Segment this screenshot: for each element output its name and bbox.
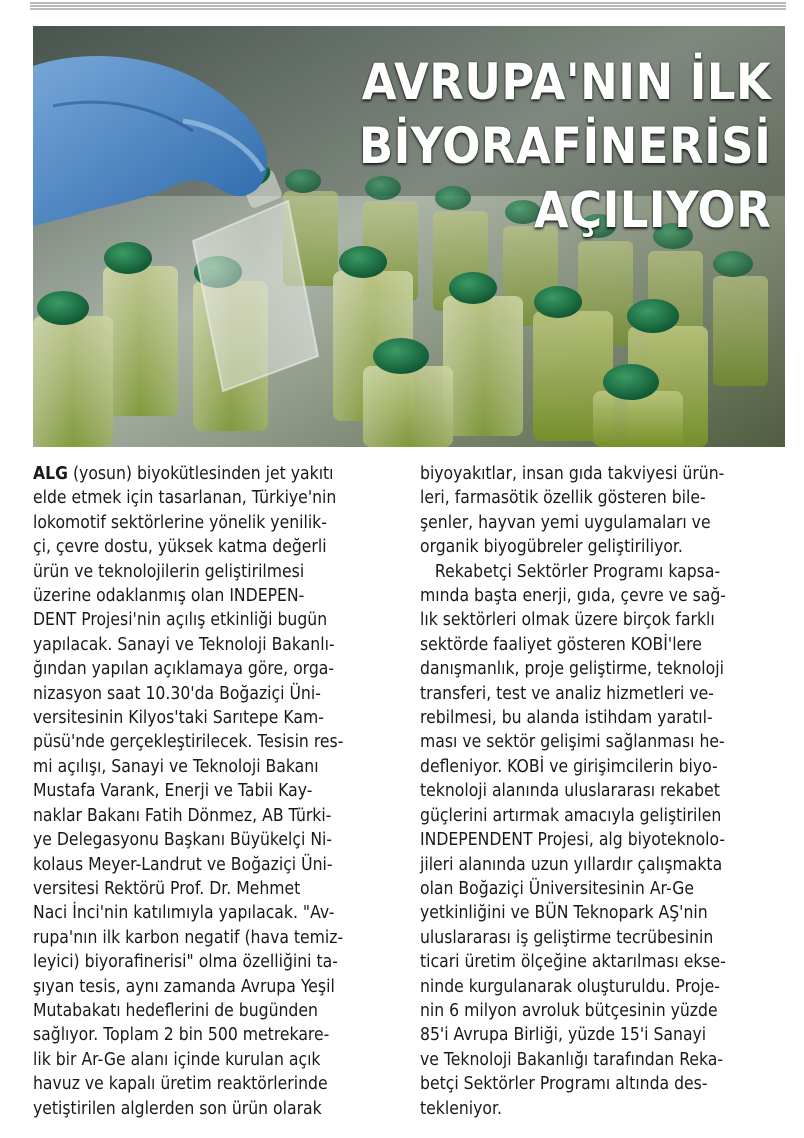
text-line: lik bir Ar-Ge alanı içinde kurulan açık (33, 1049, 321, 1070)
text-line: yetiştirilen alglerden son ürün olarak (33, 1098, 322, 1119)
text-line (33, 462, 395, 486)
text-line: sektörde faaliyet gösteren KOBİ'lere (420, 634, 702, 655)
text-line: ğından yapılan açıklamaya göre, orga- (33, 659, 335, 680)
text-line: lokomotif sektörlerine yönelik yenilik- (33, 512, 327, 533)
text-line: yapılacak. Sanayi ve Teknoloji Bakanlı- (33, 634, 335, 655)
text-line: çi, çevre dostu, yüksek katma değerli (33, 537, 327, 558)
text-line: INDEPENDENT Projesi, alg biyoteknolo- (420, 830, 726, 851)
text-line: ması ve sektör gelişimi sağlanması he- (420, 732, 725, 753)
text-line: rebilmesi, bu alanda istihdam yaratıl- (420, 708, 713, 729)
text-line: leri, farmasötik özellik gösteren bile- (420, 488, 706, 509)
text-line: rupa'nın ilk karbon negatif (hava temiz- (33, 927, 344, 948)
text-line: nizasyon saat 10.30'da Boğaziçi Üni- (33, 683, 321, 704)
text-line: leyici) biyorafinerisi" olma özelliğini ta- (33, 952, 338, 973)
text-line: şenler, hayvan yemi uygulamaları ve (420, 512, 711, 533)
text-line: ve Teknoloji Bakanlığı tarafından Reka- (420, 1049, 724, 1070)
text-line: naklar Bakanı Fatih Dönmez, AB Türki- (33, 805, 332, 826)
top-rule (30, 2, 786, 11)
article-column-right (420, 462, 785, 1121)
text-line: DENT Projesi'nin açılış etkinliği bugün (33, 610, 328, 631)
headline-line-3: AÇILIYOR (533, 181, 771, 239)
text-line: Mutabakatı hedeflerini de bugünden (33, 1000, 318, 1021)
text-line: danışmanlık, proje geliştirme, teknoloji (420, 659, 724, 680)
text-line: üzerine odaklanmış olan INDEPEN- (33, 586, 305, 607)
text-line: Mustafa Varank, Enerji ve Tabii Kay- (33, 781, 313, 802)
text-line: güçlerini artırmak amacıyla geliştirilen (420, 805, 722, 826)
text-line: sağlıyor. Toplam 2 bin 500 metrekare- (33, 1025, 330, 1046)
text-line: versitesi Rektörü Prof. Dr. Mehmet (33, 878, 301, 899)
text-line: transferi, test ve analiz hizmetleri ve- (420, 683, 714, 704)
text-line: elde etmek için tasarlanan, Türkiye'nin (33, 488, 337, 509)
article-column-left (33, 462, 395, 1121)
text-line: yetkinliğini ve BÜN Teknopark AŞ'nin (420, 903, 708, 924)
text-line: mi açılışı, Sanayi ve Teknoloji Bakanı (33, 756, 319, 777)
text-line: teknoloji alanında uluslararası rekabet (420, 781, 720, 802)
text-line: versitesinin Kilyos'taki Sarıtepe Kam- (33, 708, 324, 729)
text-line: nin 6 milyon avroluk bütçesinin yüzde (420, 1000, 718, 1021)
text-line: havuz ve kapalı üretim reaktörlerinde (33, 1074, 328, 1095)
text-line: ürün ve teknolojilerin geliştirilmesi (33, 561, 305, 582)
text-line: tekleniyor. (420, 1098, 502, 1119)
text-line: 85'i Avrupa Birliği, yüzde 15'i Sanayi (420, 1025, 707, 1046)
text-line: olan Boğaziçi Üniversitesinin Ar-Ge (420, 878, 694, 899)
text-line: ninde kurgulanarak oluşturuldu. Proje- (420, 976, 720, 997)
text-line: uluslararası iş geliştirme tecrübesinin (420, 927, 714, 948)
text-line: Naci İnci'nin katılımıyla yapılacak. "Av- (33, 903, 335, 924)
text-line: biyoyakıtlar, insan gıda takviyesi ürün- (420, 464, 725, 484)
headline (359, 50, 771, 242)
text-line: ye Delegasyonu Başkanı Büyükelçi Ni- (33, 830, 333, 851)
text-line: betçi Sektörler Programı altında des- (420, 1074, 708, 1095)
text-line: jileri alanında uzun yıllardır çalışmakta (420, 854, 723, 875)
headline-line-1: AVRUPA'NIN İLK (361, 53, 771, 111)
text-line: Rekabetçi Sektörler Programı kapsa- (420, 561, 721, 582)
text-fragment: (yosun) biyokütlesinden jet yakıtı (67, 464, 334, 484)
text-line: şıyan tesis, aynı zamanda Avrupa Yeşil (33, 976, 335, 997)
text-line: ticari üretim ölçeğine aktarılması ekse- (420, 952, 726, 973)
headline-line-2: BİYORAFİNERİSİ (358, 117, 771, 175)
lead-word: ALG (33, 464, 68, 484)
text-line: organik biyogübreler geliştiriliyor. (420, 537, 683, 558)
text-line: lık sektörleri olmak üzere birçok farklı (420, 610, 715, 631)
text-line: mında başta enerji, gıda, çevre ve sağ- (420, 586, 726, 607)
text-line: defleniyor. KOBİ ve girişimcilerin biyo- (420, 756, 718, 777)
text-line: kolaus Meyer-Landrut ve Boğaziçi Üni- (33, 854, 333, 875)
text-line: püsü'nde gerçekleştirilecek. Tesisin res- (33, 732, 344, 753)
article-photo (33, 26, 785, 447)
